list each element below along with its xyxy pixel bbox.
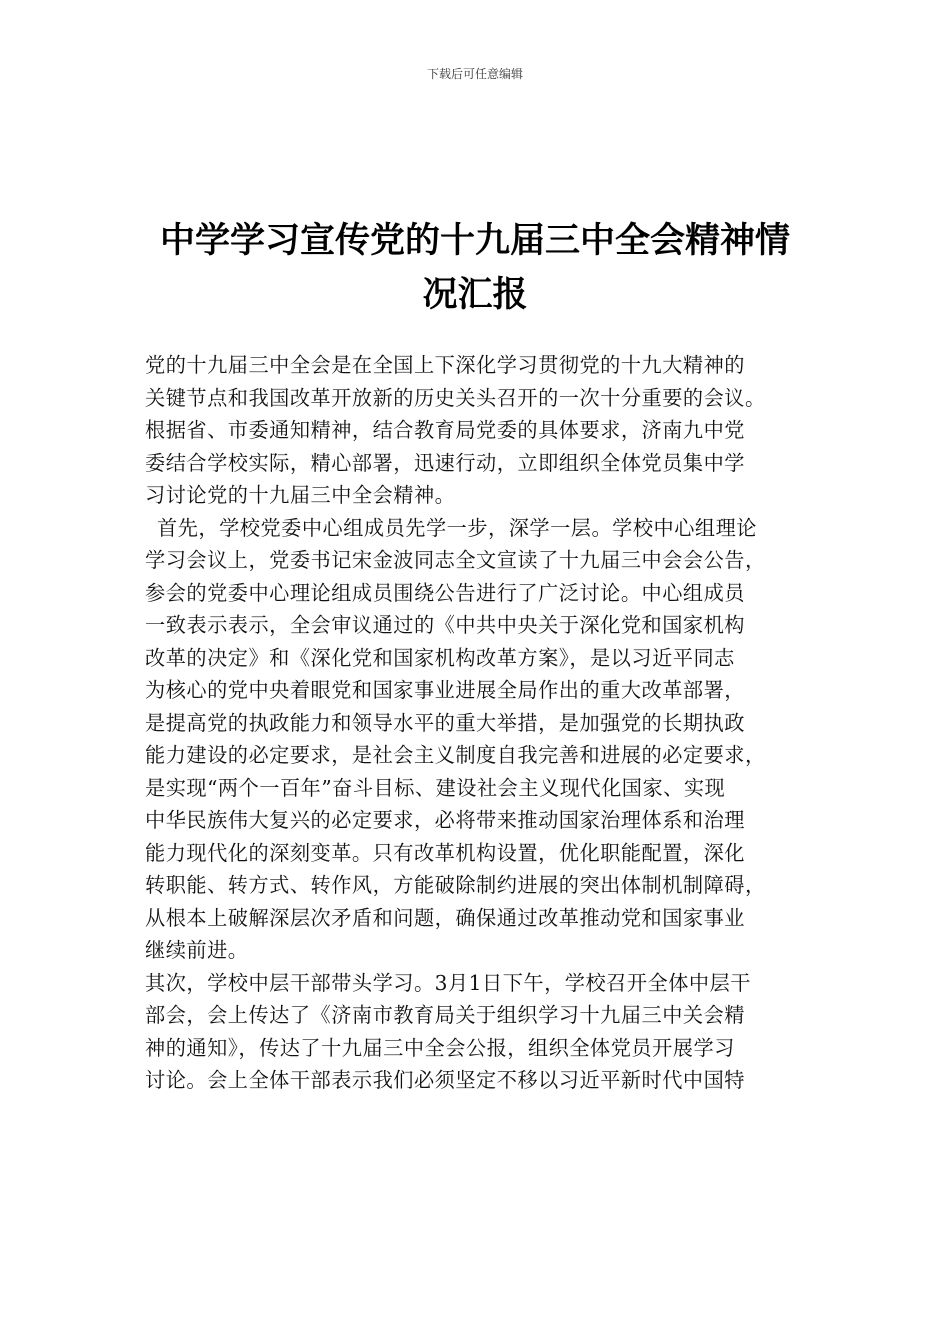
document-title [145,214,805,322]
text-line: 是提高党的执政能力和领导水平的重大举措，是加强党的长期执政 [145,710,745,735]
text-line: 中华民族伟大复兴的必定要求，必将带来推动国家治理体系和治理 [145,808,745,832]
text-line: 是实现“两个一百年”奋斗目标、建设社会主义现代化国家、实现 [145,775,726,800]
text-line: 讨论。会上全体干部表示我们必须坚定不移以习近平新时代中国特 [145,1068,745,1092]
page-header-note: 下载后可任意编辑 [426,67,523,81]
text-line: 根据省、市委通知精神，结合教育局党委的具体要求，济南九中党 [145,418,745,442]
text-line: 为核心的党中央着眼党和国家事业进展全局作出的重大改革部署， [145,678,745,702]
document-title-line: 中学学习宣传党的十九届三中全会精神情 [159,221,790,261]
text-line: 参会的党委中心理论组成员围绕公告进行了广泛讨论。中心组成员 [145,580,745,605]
text-line: 一致表示表示，全会审议通过的《中共中央关于深化党和国家机构 [145,613,745,637]
text-line: 能力建设的必定要求，是社会主义制度自我完善和进展的必定要求， [145,743,766,767]
text-line: 部会，会上传达了《济南市教育局关于组织学习十九届三中关会精 [145,1003,745,1027]
text-line: 神的通知》，传达了十九届三中全会公报，组织全体党员开展学习 [145,1035,735,1060]
document-title-line: 况汇报 [422,275,528,315]
text-line: 首先，学校党委中心组成员先学一步，深学一层。学校中心组理论 [157,515,757,540]
paragraph-first [145,512,810,967]
text-line: 其次，学校中层干部带头学习。3月1日下午，学校召开全体中层干 [145,970,751,995]
text-line: 能力现代化的深刻变革。只有改革机构设置，优化职能配置，深化 [145,840,745,865]
text-line: 从根本上破解深层次矛盾和问题，确保通过改革推动党和国家事业 [145,905,745,930]
document-body [145,349,810,1097]
text-line: 习讨论党的十九届三中全会精神。 [145,483,456,507]
text-line: 转职能、转方式、转作风，方能破除制约进展的突出体制机制障碍， [145,873,766,897]
text-line: 党的十九届三中全会是在全国上下深化学习贯彻党的十九大精神的 [145,353,745,377]
text-line: 关键节点和我国改革开放新的历史关头召开的一次十分重要的会议。 [145,385,766,410]
text-line: 委结合学校实际，精心部署，迅速行动，立即组织全体党员集中学 [145,450,745,475]
paragraph-intro [145,349,810,512]
text-line: 改革的决定》和《深化党和国家机构改革方案》，是以习近平同志 [145,645,735,670]
text-line: 学习会议上，党委书记宋金波同志全文宣读了十九届三中会会公告， [145,548,766,572]
text-line: 继续前进。 [145,938,249,962]
paragraph-second [145,967,810,1097]
